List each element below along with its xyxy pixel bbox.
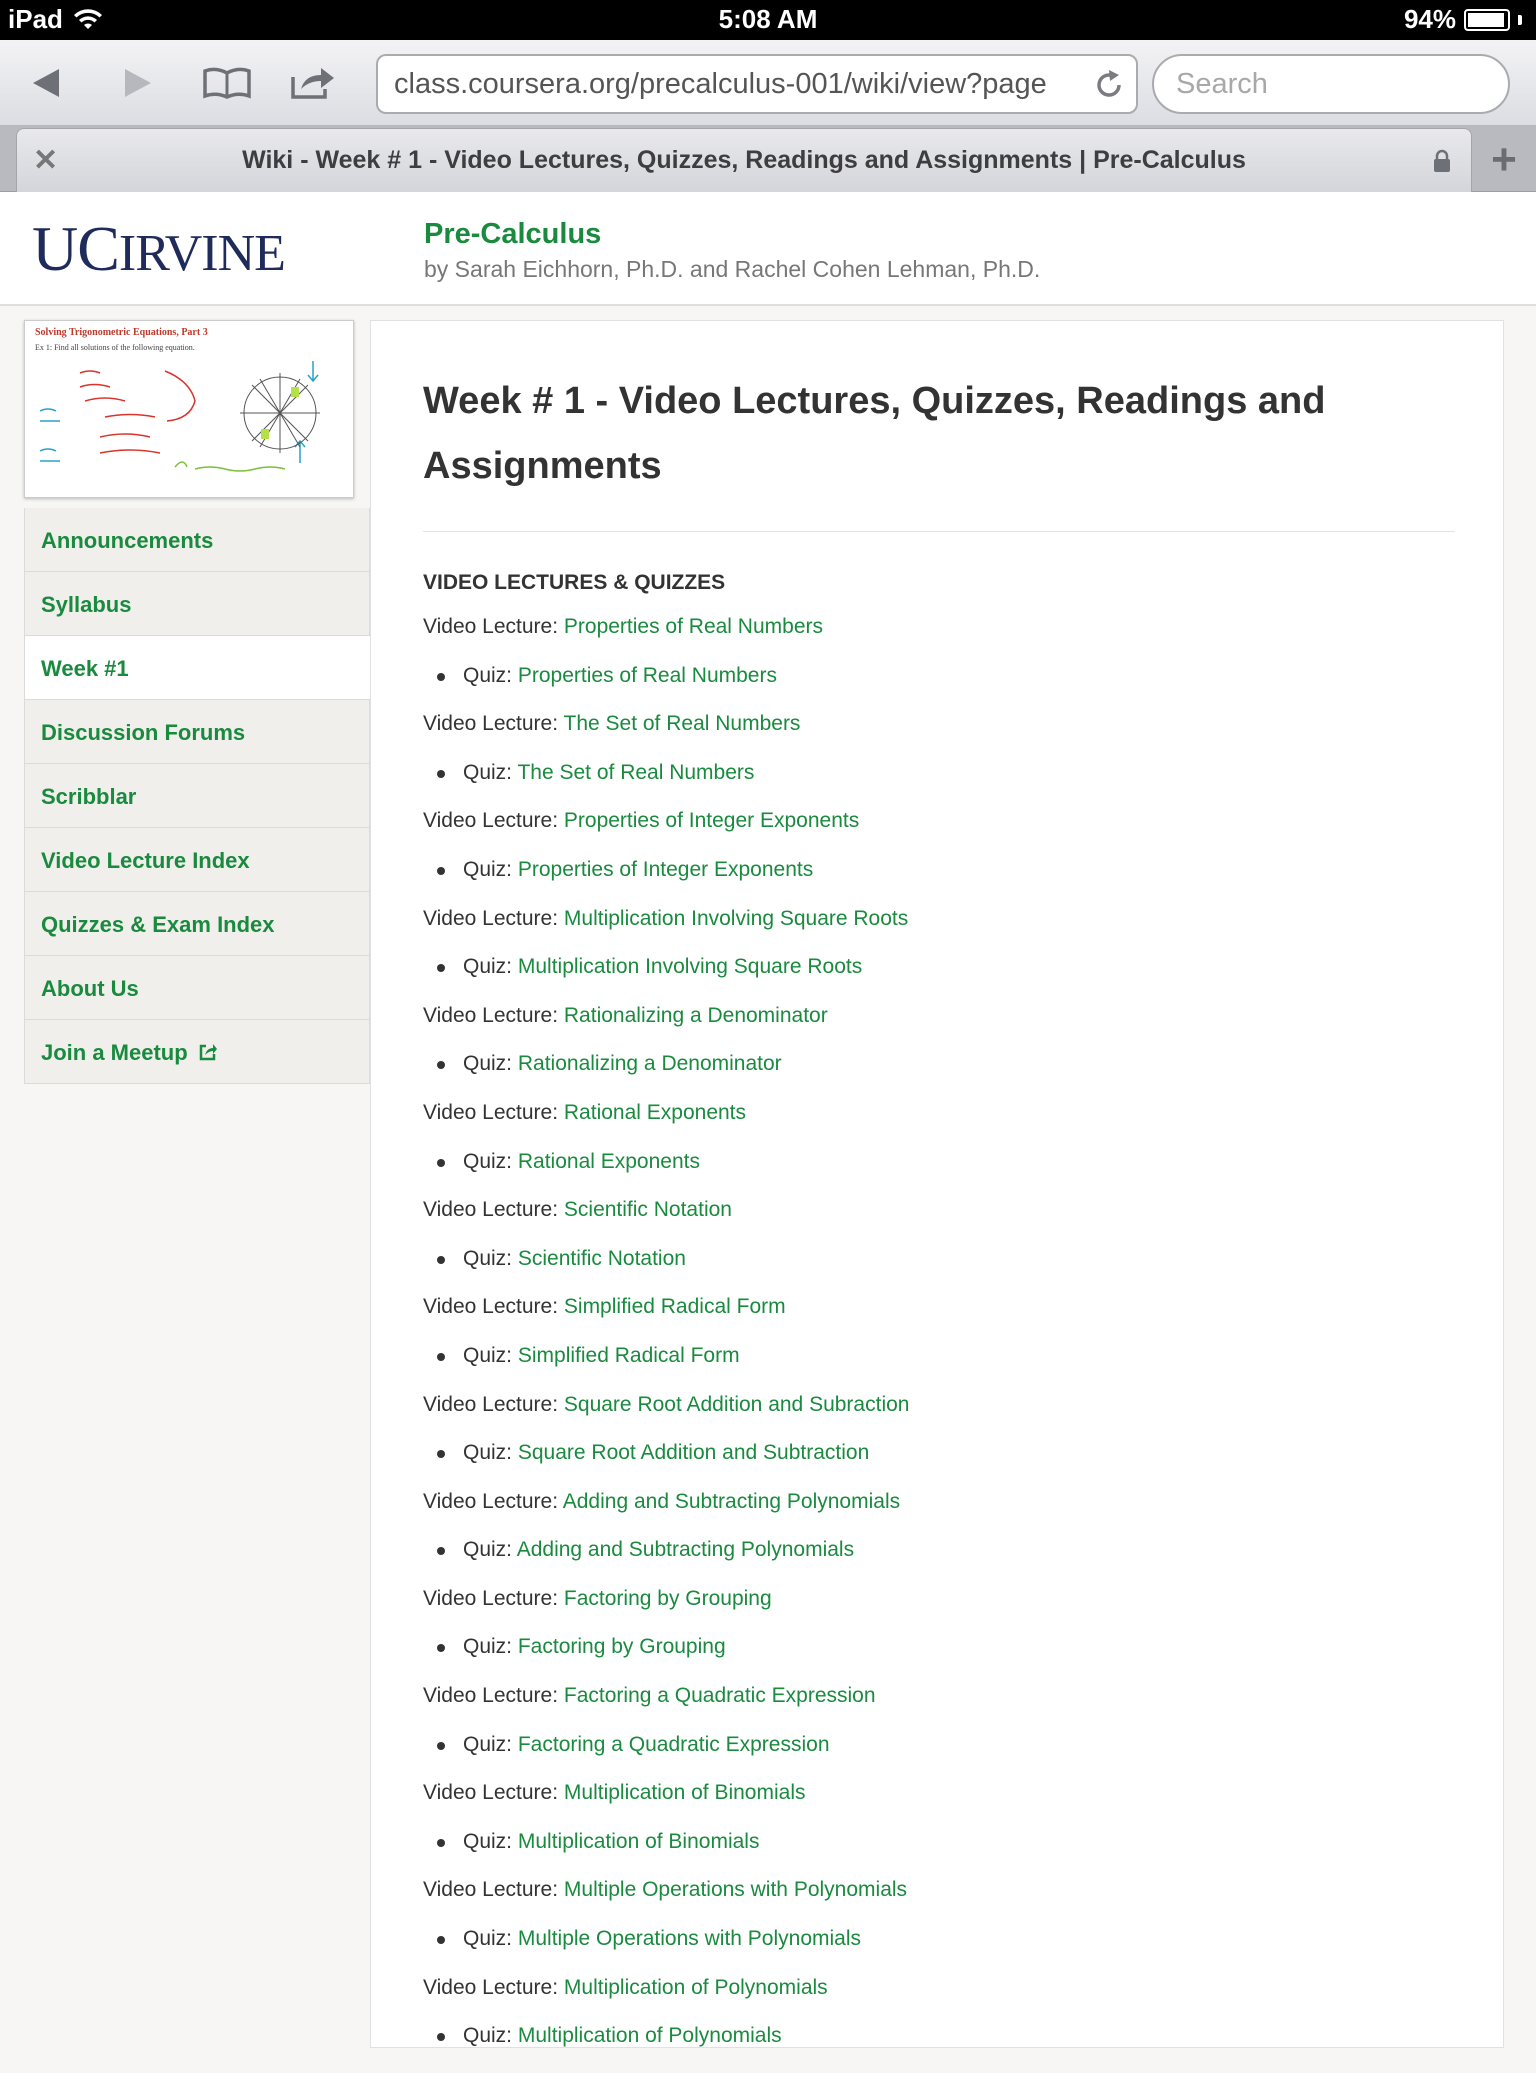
quiz-prefix: Quiz: (463, 1149, 518, 1173)
video-lecture-prefix: Video Lecture: (423, 809, 564, 833)
quiz-prefix: Quiz: (463, 663, 518, 687)
sidebar-item-label: About Us (41, 976, 139, 1001)
lecture-list (423, 615, 1455, 2073)
sidebar-item-announcements[interactable] (24, 508, 370, 572)
site-header (0, 192, 1536, 306)
video-lecture-link[interactable]: The Set of Real Numbers (563, 712, 801, 736)
sidebar-item-join-a-meetup[interactable] (24, 1020, 370, 1084)
page-title: Week # 1 - Video Lectures, Quizzes, Readings and Assignments (423, 380, 1326, 487)
quiz-link[interactable]: Multiplication of Binomials (517, 1829, 760, 1853)
sidebar-item-label: Quizzes & Exam Index (41, 912, 275, 937)
tab-title: Wiki - Week # 1 - Video Lectures, Quizzes, Readings and Assignments | Pre-Calculus (242, 146, 1246, 174)
course-title[interactable]: Pre-Calculus (424, 218, 602, 250)
course-instructors: by Sarah Eichhorn, Ph.D. and Rachel Cohen Lehman, Ph.D. (424, 256, 1041, 282)
device-label: iPad (8, 4, 63, 34)
video-lecture-item (423, 1976, 1455, 2025)
video-lecture-item (423, 1295, 1455, 1344)
sidebar-item-syllabus[interactable] (24, 572, 370, 636)
video-lecture-item (423, 712, 1455, 761)
quiz-prefix: Quiz: (463, 1732, 518, 1756)
new-tab-button[interactable] (1476, 130, 1532, 190)
quiz-item (423, 1733, 1455, 1782)
quiz-prefix: Quiz: (463, 1441, 518, 1465)
sidebar-item-label: Syllabus (41, 592, 132, 617)
section-heading: VIDEO LECTURES & QUIZZES (423, 571, 726, 594)
video-lecture-link[interactable]: Adding and Subtracting Polynomials (562, 1489, 901, 1513)
quiz-prefix: Quiz: (463, 955, 518, 979)
quiz-item (423, 1247, 1455, 1296)
quiz-prefix: Quiz: (463, 1829, 518, 1853)
quiz-prefix: Quiz: (463, 1927, 518, 1951)
video-lecture-item (423, 1490, 1455, 1539)
tab-bar (0, 126, 1536, 192)
browser-tab[interactable] (16, 128, 1472, 192)
forward-arrow-icon (119, 65, 155, 101)
video-lecture-prefix: Video Lecture: (423, 1586, 564, 1610)
video-lecture-link[interactable]: Rational Exponents (563, 1100, 747, 1124)
quiz-link[interactable]: Adding and Subtracting Polynomials (516, 1538, 855, 1562)
video-lecture-link[interactable]: Multiplication of Polynomials (563, 1975, 828, 1999)
quiz-prefix: Quiz: (463, 1052, 518, 1076)
video-lecture-prefix: Video Lecture: (423, 906, 564, 930)
video-lecture-link[interactable]: Factoring by Grouping (563, 1586, 772, 1610)
quiz-link[interactable]: Scientific Notation (517, 1246, 686, 1270)
video-lecture-link[interactable]: Scientific Notation (563, 1198, 732, 1222)
video-lecture-item (423, 615, 1455, 664)
share-button[interactable] (286, 58, 340, 108)
quiz-prefix: Quiz: (463, 760, 518, 784)
quiz-item (423, 761, 1455, 810)
quiz-link[interactable]: Multiple Operations with Polynomials (517, 1927, 862, 1951)
video-lecture-link[interactable]: Properties of Integer Exponents (563, 809, 860, 833)
sidebar-item-quizzes-exam-index[interactable] (24, 892, 370, 956)
quiz-item (423, 1830, 1455, 1879)
video-lecture-link[interactable]: Multiple Operations with Polynomials (563, 1878, 908, 1902)
video-lecture-prefix: Video Lecture: (423, 615, 564, 638)
book-icon (202, 66, 252, 100)
quiz-item (423, 1927, 1455, 1976)
quiz-item (423, 664, 1455, 713)
divider (423, 531, 1455, 532)
clock: 5:08 AM (718, 4, 818, 34)
main-content (370, 320, 1504, 2048)
video-lecture-prefix: Video Lecture: (423, 1684, 564, 1708)
quiz-link[interactable]: The Set of Real Numbers (517, 760, 755, 784)
sidebar-item-label: Announcements (41, 528, 214, 553)
url-field[interactable]: class.coursera.org/precalculus-001/wiki/view?page (376, 54, 1138, 114)
thumbnail-title: Solving Trigonometric Equations, Part 3 (35, 327, 208, 338)
quiz-link[interactable]: Rational Exponents (517, 1149, 700, 1173)
share-icon (289, 65, 337, 101)
video-lecture-link[interactable]: Square Root Addition and Subraction (563, 1392, 910, 1416)
sidebar-item-label: Join a Meetup (41, 1040, 188, 1065)
battery-tip (1518, 15, 1522, 25)
quiz-link[interactable]: Properties of Real Numbers (517, 663, 777, 687)
thumbnail-subtitle: Ex 1: Find all solutions of the following equation. (35, 343, 195, 352)
sidebar-item-week-1[interactable] (24, 636, 372, 700)
video-lecture-link[interactable]: Multiplication of Binomials (563, 1781, 806, 1805)
back-button[interactable] (20, 58, 74, 108)
quiz-link[interactable]: Simplified Radical Form (517, 1343, 740, 1367)
video-lecture-item (423, 1393, 1455, 1442)
logo-uc: UC (32, 213, 119, 284)
trig-diagram-image (25, 321, 354, 498)
forward-button[interactable] (110, 58, 164, 108)
video-lecture-item (423, 1878, 1455, 1927)
video-lecture-link[interactable]: Properties of Real Numbers (563, 615, 823, 638)
quiz-prefix: Quiz: (463, 1343, 518, 1367)
video-lecture-prefix: Video Lecture: (423, 712, 564, 736)
lecture-thumbnail[interactable] (24, 320, 354, 498)
video-lecture-prefix: Video Lecture: (423, 1198, 564, 1222)
sidebar-item-about-us[interactable] (24, 956, 370, 1020)
sidebar-item-scribblar[interactable] (24, 764, 370, 828)
status-bar (0, 0, 1536, 40)
battery-icon (1464, 9, 1510, 31)
uci-logo[interactable] (32, 212, 285, 286)
video-lecture-prefix: Video Lecture: (423, 1392, 564, 1416)
lock-icon (1433, 149, 1451, 173)
video-lecture-item (423, 1004, 1455, 1053)
quiz-prefix: Quiz: (463, 1635, 518, 1659)
back-arrow-icon (29, 65, 65, 101)
video-lecture-prefix: Video Lecture: (423, 1100, 564, 1124)
sidebar-item-discussion-forums[interactable] (24, 700, 370, 764)
quiz-link[interactable]: Properties of Integer Exponents (517, 857, 814, 881)
video-lecture-item (423, 1101, 1455, 1150)
video-lecture-prefix: Video Lecture: (423, 1489, 563, 1513)
plus-icon: + (1491, 135, 1517, 184)
battery-percent: 94% (1403, 4, 1456, 34)
quiz-link[interactable]: Multiplication of Polynomials (517, 2024, 782, 2048)
video-lecture-prefix: Video Lecture: (423, 1878, 564, 1902)
quiz-link[interactable]: Factoring by Grouping (517, 1635, 726, 1659)
close-tab-icon[interactable]: ✕ (33, 144, 59, 177)
video-lecture-prefix: Video Lecture: (423, 1975, 564, 1999)
quiz-link[interactable]: Square Root Addition and Subtraction (517, 1441, 870, 1465)
video-lecture-prefix: Video Lecture: (423, 1781, 564, 1805)
search-input[interactable]: Search (1152, 54, 1510, 114)
video-lecture-item (423, 1587, 1455, 1636)
quiz-item (423, 1150, 1455, 1199)
sidebar-item-label: Video Lecture Index (41, 848, 250, 873)
quiz-link[interactable]: Rationalizing a Denominator (517, 1052, 782, 1076)
video-lecture-link[interactable]: Factoring a Quadratic Expression (563, 1684, 876, 1708)
sidebar-item-video-lecture-index[interactable] (24, 828, 370, 892)
video-lecture-link[interactable]: Simplified Radical Form (563, 1295, 786, 1319)
quiz-prefix: Quiz: (463, 2024, 518, 2048)
sidebar-item-label: Discussion Forums (41, 720, 246, 745)
video-lecture-prefix: Video Lecture: (423, 1295, 564, 1319)
quiz-link[interactable]: Multiplication Involving Square Roots (517, 955, 863, 979)
quiz-item (423, 1635, 1455, 1684)
video-lecture-item (423, 1781, 1455, 1830)
quiz-link[interactable]: Factoring a Quadratic Expression (517, 1732, 830, 1756)
video-lecture-prefix: Video Lecture: (423, 1003, 564, 1027)
quiz-item (423, 1441, 1455, 1490)
quiz-item (423, 1344, 1455, 1393)
quiz-item (423, 858, 1455, 907)
quiz-item (423, 955, 1455, 1004)
quiz-prefix: Quiz: (463, 857, 518, 881)
sidebar-item-label: Scribblar (41, 784, 137, 809)
bookmarks-button[interactable] (200, 58, 254, 108)
video-lecture-item (423, 907, 1455, 956)
video-lecture-item (423, 809, 1455, 858)
video-lecture-item (423, 1198, 1455, 1247)
video-lecture-item (423, 1684, 1455, 1733)
video-lecture-link[interactable]: Rationalizing a Denominator (563, 1003, 828, 1027)
logo-irvine: IRVINE (118, 225, 285, 282)
quiz-item (423, 1538, 1455, 1587)
quiz-prefix: Quiz: (463, 1538, 517, 1562)
quiz-item (423, 2024, 1455, 2073)
external-link-icon (198, 1042, 218, 1062)
quiz-prefix: Quiz: (463, 1246, 518, 1270)
sidebar (24, 320, 370, 1084)
reload-icon[interactable] (1092, 68, 1126, 102)
sidebar-item-label: Week #1 (41, 656, 129, 681)
browser-toolbar (0, 40, 1536, 126)
quiz-item (423, 1052, 1455, 1101)
video-lecture-link[interactable]: Multiplication Involving Square Roots (563, 906, 909, 930)
